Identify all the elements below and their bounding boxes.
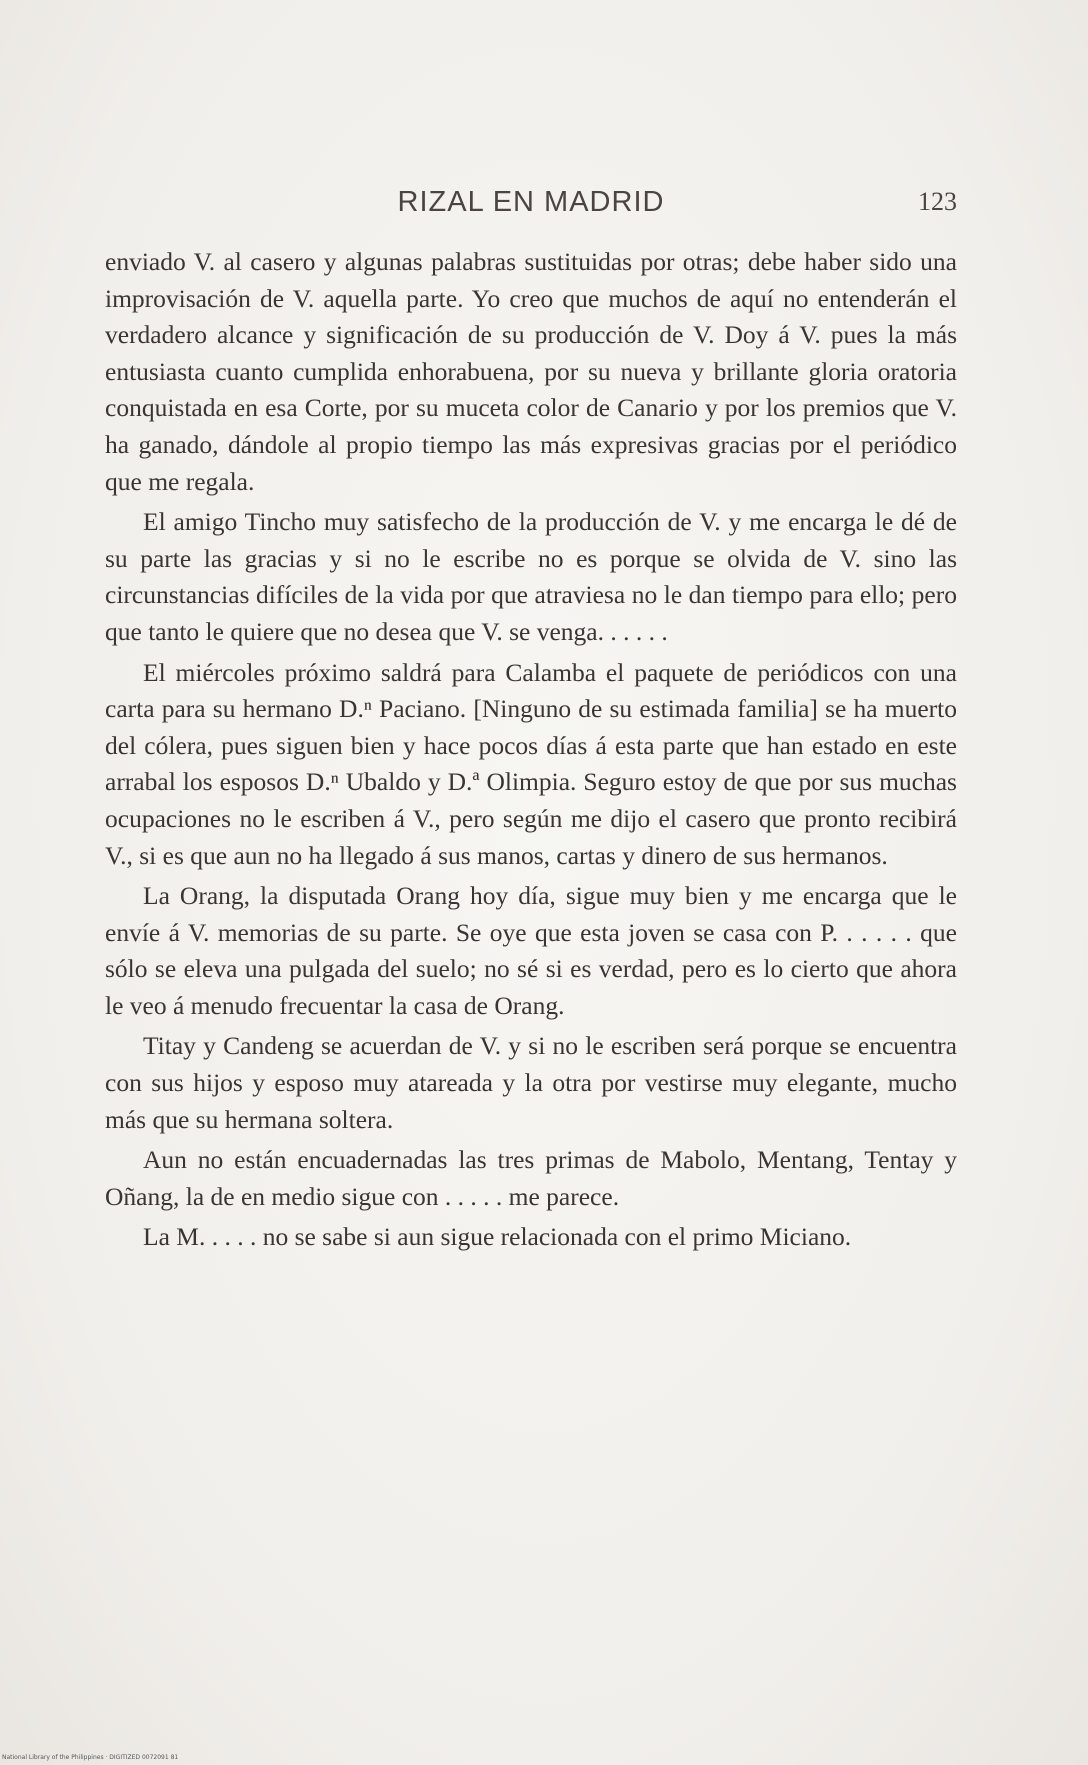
paragraph-miciano: La M. . . . . no se sabe si aun sigue relacionada con el primo Miciano. [143,1222,852,1252]
paragraph-mabolo: Aun no están encuadernadas las tres primas de Mabolo, Mentang, Tentay y Oñang, la de en medio sigue con . . . . . me parece. [105,1145,957,1211]
running-head: RIZAL EN MADRID [397,186,665,218]
paragraph-continuation: enviado V. al casero y algunas palabras sustituidas por otras; debe haber sido una improvisación de V. aquella parte. Yo creo que muchos de aquí no entenderán el verdadero alcance y significación de su producción de V. Doy á V. pues la más entusiasta cuanto cumplida enhorabuena, por su nueva y brillante gloria oratoria conquistada en esa Corte, por su muceta color de Canario y por los premios que V. ha ganado, dándole al propio tiempo las más expresivas gracias por el periódico que me regala. [105,247,957,496]
paragraph-orang: La Orang, la disputada Orang hoy día, sigue muy bien y me encarga que le envíe á V. memorias de su parte. Se oye que esta joven se casa con P. . . . . . que sólo se eleva una pulgada del suelo; no sé si es verdad, pero es lo cierto que ahora le veo á menudo frecuentar la casa de Orang. [105,881,957,1020]
body-text [105,244,957,1260]
paragraph-tincho: El amigo Tincho muy satisfecho de la producción de V. y me encarga le dé de su parte las gracias y si no le escribe no es porque se olvida de V. sino las circunstancias difíciles de la vida por que atraviesa no le dan tiempo para ello; pero que tanto le quiere que no desea que V. se venga. . . . . . [105,507,957,646]
paragraph-calamba: El miércoles próximo saldrá para Calamba el paquete de periódicos con una carta para su hermano D.ⁿ Paciano. [Ninguno de su estimada familia] se ha muerto del cólera, pues siguen bien y hace pocos días á esta parte que han estado en este arrabal los esposos D.ⁿ Ubaldo y D.ª Olimpia. Seguro estoy de que por sus muchas ocupaciones no le escriben á V., pero según me dijo el casero que pronto recibirá V., si es que aun no ha llegado á sus manos, cartas y dinero de sus hermanos. [105,657,957,870]
scan-credit: National Library of the Philippines · DIGITIZED 0072091 81 [2,1754,179,1761]
page-header [105,186,957,226]
paragraph-titay: Titay y Candeng se acuerdan de V. y si no le escriben será porque se encuentra con sus hijos y esposo muy atareada y la otra por vestirse muy elegante, mucho más que su hermana soltera. [105,1031,957,1134]
page-number: 123 [918,187,957,216]
